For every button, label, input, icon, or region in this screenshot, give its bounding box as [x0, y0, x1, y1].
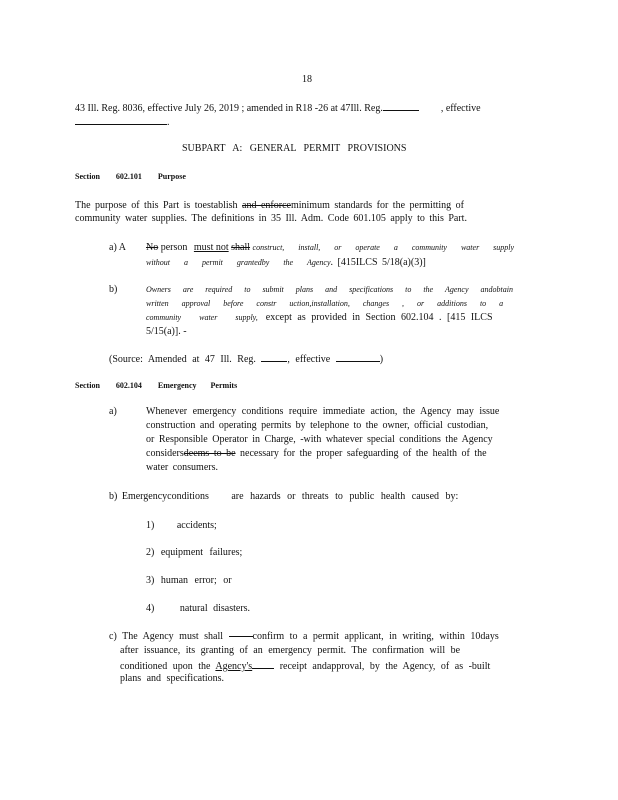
source-text-b: , effective [287, 354, 331, 365]
section-title: Purpose [157, 172, 186, 181]
a4-text-b: necessary for the proper safeguarding of the health of the [240, 448, 487, 459]
subsection-a-line-1 [146, 242, 514, 253]
page-number: 18 [302, 74, 312, 85]
history-blank-1 [383, 101, 419, 111]
purpose-text-b: minimum standards for the permitting of [290, 200, 464, 211]
subsection-104-a-label: a) [109, 406, 117, 417]
subsection-b-line-2: written approval before constr uction,installation, changes , or additions to a [146, 299, 504, 308]
b-intro-b: are hazards or threats to public health caused by: [231, 491, 459, 502]
section-heading-602-101 [75, 172, 186, 181]
list-item [146, 603, 250, 614]
subsection-a-line-2 [146, 257, 426, 268]
b-italic-3: community water supply, [146, 313, 258, 322]
a4-text-a: considers [146, 448, 184, 459]
strike-no: No [146, 242, 159, 253]
a-person: person [160, 242, 188, 253]
history-line-1 [75, 101, 481, 114]
source-blank-1 [261, 352, 287, 362]
a-citation: . [415ILCS 5/18(a)(3)] [330, 257, 426, 268]
c3-text-a: conditioned upon the [120, 661, 211, 672]
b-text-3: except as provided in Section 602.104 . [415 ILCS [265, 312, 493, 323]
subsection-104-a-line-2: construction and operating permits by telephone to the owner, official custodian, [146, 420, 489, 431]
source-note [109, 352, 383, 365]
source-text-a: (Source: Amended at 47 Ill. Reg. [109, 354, 256, 365]
strike-shall: shall [231, 242, 251, 253]
subsection-104-a-line-4 [146, 448, 487, 459]
list-item-text: equipment failures; [160, 547, 243, 558]
subsection-b-line-1: Owners are required to submit plans and specifications to the Agency andobtain [146, 285, 513, 294]
section-number: 602.104 [115, 381, 142, 390]
list-item-number: 2) [146, 547, 155, 558]
subsection-104-c-line-2: after issuance, its granting of an emergency permit. The confirmation will be [120, 645, 461, 656]
history-text-b: , effective [440, 103, 481, 114]
subpart-title: SUBPART A: GENERAL PERMIT PROVISIONS [182, 143, 407, 154]
a4-strike: deems to be [183, 448, 236, 459]
subsection-104-a-line-5: water consumers. [146, 462, 218, 473]
c3-underline: Agency's [215, 661, 253, 672]
subsection-b-line-4: 5/15(a)]. - [146, 326, 187, 337]
subsection-104-c-line-3 [120, 659, 490, 672]
section-label: Section [75, 381, 100, 390]
list-item-text: natural disasters. [179, 603, 251, 614]
c1-rule [229, 636, 253, 637]
section-heading-602-104 [75, 381, 237, 390]
subsection-104-a-line-1: Whenever emergency conditions require immediate action, the Agency may issue [146, 406, 500, 417]
source-blank-2 [336, 352, 380, 362]
purpose-line-2: community water supplies. The definitions in 35 Ill. Adm. Code 601.105 apply to this Part. [75, 213, 467, 224]
section-title: Emergency Permits [157, 381, 238, 390]
subsection-104-a-line-3: or Responsible Operator in Charge, -with whatever special conditions the Agency [146, 434, 493, 445]
purpose-line-1 [75, 200, 464, 211]
history-blank-2 [75, 115, 167, 125]
list-item [146, 520, 217, 531]
subsection-104-c-line-4: plans and specifications. [120, 673, 225, 684]
underline-must-not: must not [193, 242, 229, 253]
history-text-a: 43 Ill. Reg. 8036, effective July 26, 2019 ; amended in R18 -26 at 47Ill. Reg. [75, 103, 383, 114]
source-text-c: ) [379, 354, 384, 365]
list-item [146, 547, 242, 558]
c1-text-a: c) The Agency must shall [109, 631, 224, 642]
subsection-104-b-intro [109, 491, 458, 502]
list-item-number: 1) [146, 520, 155, 531]
b-intro-a: b) Emergencyconditions [109, 491, 209, 502]
subsection-104-c-line-1 [109, 631, 499, 642]
c1-text-b: confirm to a permit applicant, in writing, within 10days [252, 631, 499, 642]
subsection-b-label: b) [109, 284, 118, 295]
purpose-strike: and enforce [242, 200, 291, 211]
list-item-text: accidents; [176, 520, 217, 531]
a-italic-2: without a permit grantedby the Agency [146, 258, 331, 267]
purpose-text-a: The purpose of this Part is toestablish [75, 200, 238, 211]
subsection-a-label: a) A [109, 242, 126, 253]
section-label: Section [75, 172, 100, 181]
section-number: 602.101 [115, 172, 142, 181]
list-item [146, 575, 232, 586]
list-item-text: human error; or [160, 575, 232, 586]
list-item-number: 3) [146, 575, 155, 586]
list-item-number: 4) [146, 603, 155, 614]
history-end: . [167, 117, 170, 128]
a-italic-1: construct, install, or operate a community water supply [252, 243, 515, 252]
c3-text-b: receipt andapproval, by the Agency, of as -built [279, 661, 491, 672]
history-line-2 [75, 115, 170, 128]
c3-blank [252, 659, 274, 669]
subsection-b-line-3 [146, 312, 493, 323]
